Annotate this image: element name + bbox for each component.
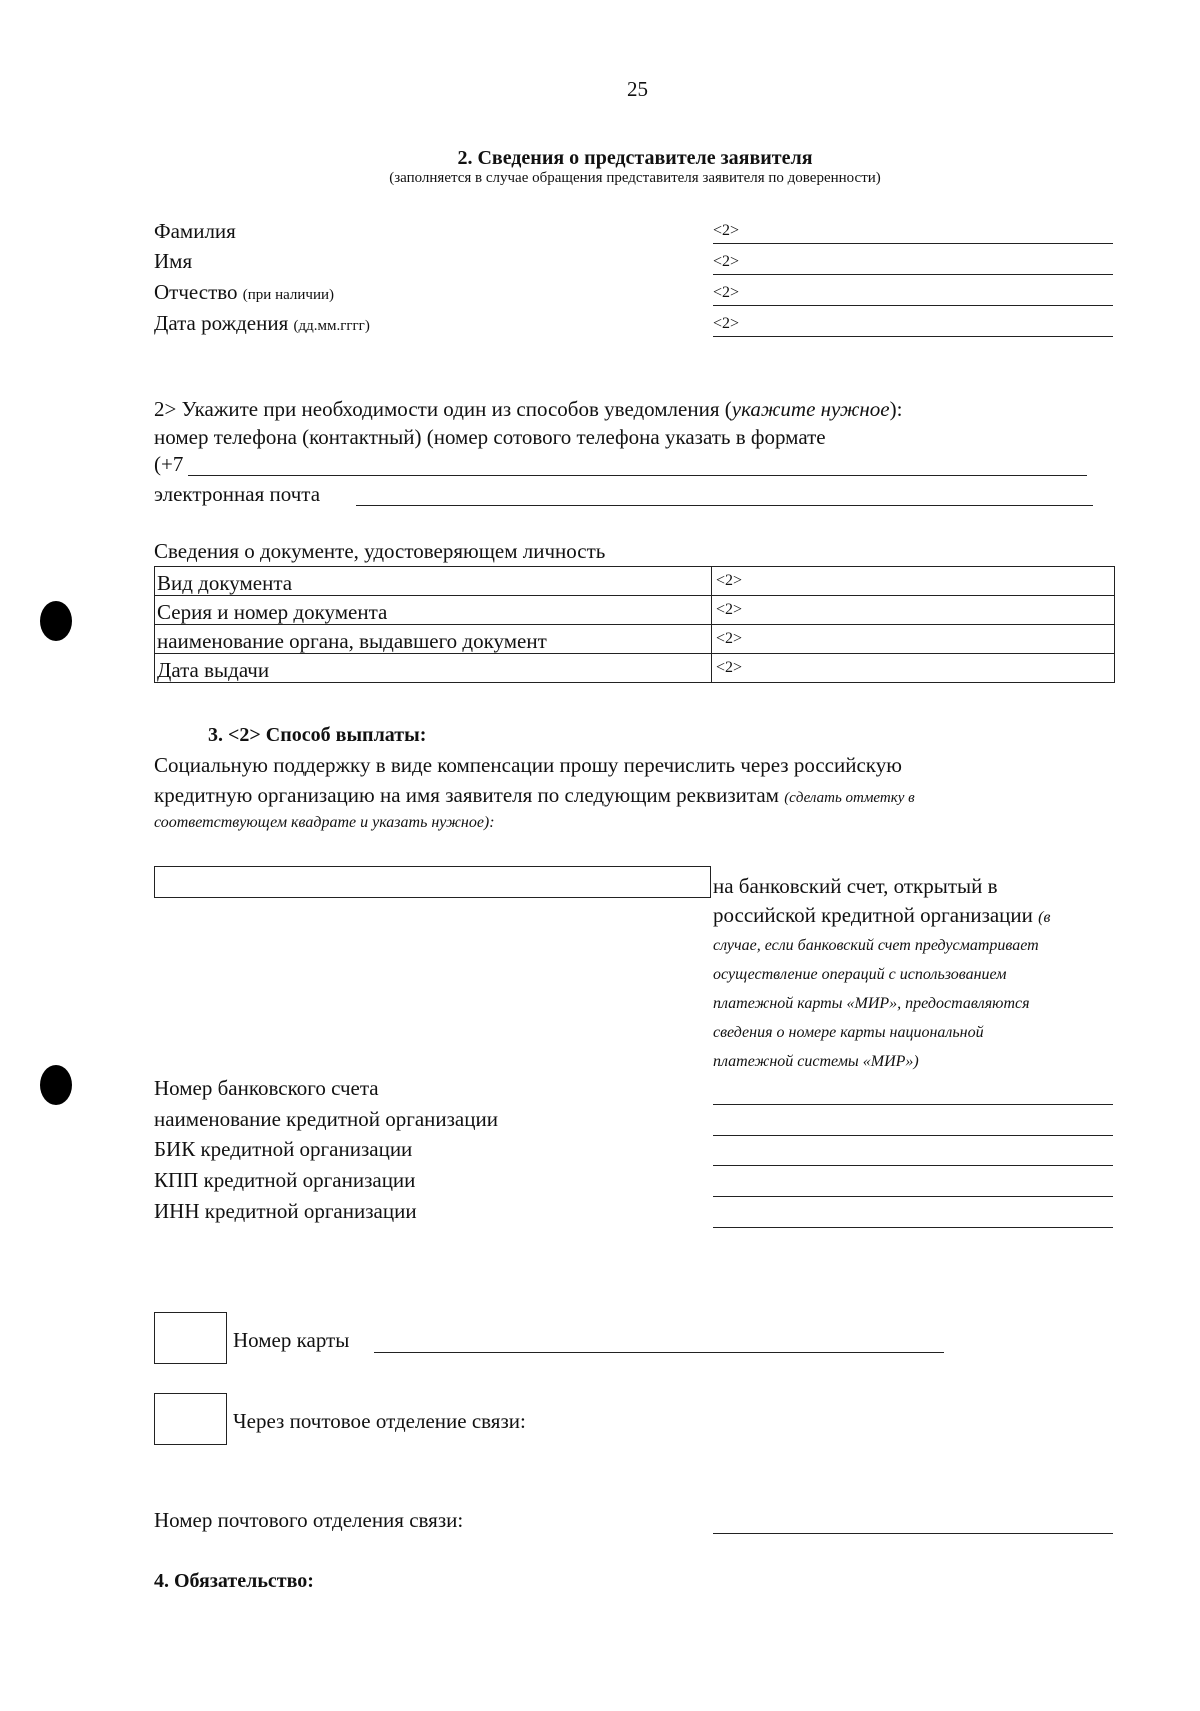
post-number-line[interactable] <box>713 1533 1113 1534</box>
field-value-birthdate: <2> <box>713 315 740 332</box>
bank-line-account-number[interactable] <box>713 1104 1113 1105</box>
page-number: 25 <box>627 77 648 101</box>
card-checkbox[interactable] <box>154 1312 227 1364</box>
field-label-name: Имя <box>154 249 193 273</box>
bank-note-line: сведения о номере карты национальной <box>713 1024 984 1041</box>
section2-subtitle: (заполняется в случае обращения представителя заявителя по доверенности) <box>389 170 881 186</box>
section3-intro-line1: Социальную поддержку в виде компенсации прошу перечислить через российскую <box>154 753 902 777</box>
post-office-checkbox[interactable] <box>154 1393 227 1445</box>
document-table <box>154 566 1115 683</box>
section3-intro-line2: кредитную организацию на имя заявителя по следующим реквизитам (сделать отметку в <box>154 783 915 807</box>
bank-note-line: платежной карты «МИР», предоставляются <box>713 995 1030 1012</box>
notification-instruction: 2> Укажите при необходимости один из способов уведомления (укажите нужное): <box>154 397 903 421</box>
doc-row-label: наименование органа, выдавшего документ <box>155 625 712 654</box>
doc-row-label: Серия и номер документа <box>155 596 712 625</box>
doc-row-label: Вид документа <box>155 567 712 596</box>
table-row <box>155 567 1115 596</box>
bank-account-checkbox[interactable] <box>154 866 711 898</box>
section2-title: 2. Сведения о представителе заявителя <box>457 147 813 169</box>
post-option-label: Через почтовое отделение связи: <box>233 1409 526 1433</box>
email-label: электронная почта <box>154 482 321 506</box>
bank-option-note <box>713 931 1039 1076</box>
phone-prefix: (+7 <box>154 452 184 476</box>
document-section-title: Сведения о документе, удостоверяющем личность <box>154 539 606 563</box>
section3-title: 3. <2> Способ выплаты: <box>208 724 427 746</box>
table-row <box>155 625 1115 654</box>
field-line-patronymic[interactable] <box>713 305 1113 306</box>
bank-line-bik[interactable] <box>713 1165 1113 1166</box>
card-label: Номер карты <box>233 1328 350 1352</box>
table-row <box>155 654 1115 683</box>
bank-field-inn: ИНН кредитной организации <box>154 1199 417 1223</box>
field-note-patronymic: (при наличии) <box>242 287 335 303</box>
field-note-birthdate: (дд.мм.гггг) <box>293 318 370 334</box>
field-label-patronymic: Отчество (при наличии) <box>154 280 335 304</box>
punch-hole-bottom <box>40 1065 72 1105</box>
punch-hole-top <box>40 601 72 641</box>
section4-title: 4. Обязательство: <box>154 1570 314 1592</box>
doc-row-value[interactable]: <2> <box>712 567 1115 596</box>
doc-row-label: Дата выдачи <box>155 654 712 683</box>
bank-line-bank-name[interactable] <box>713 1135 1113 1136</box>
field-line-name[interactable] <box>713 274 1113 275</box>
bank-option-line2: российской кредитной организации (в <box>713 903 1051 927</box>
field-line-birthdate[interactable] <box>713 336 1113 337</box>
field-label-birthdate: Дата рождения (дд.мм.гггг) <box>154 311 370 335</box>
bank-note-line: случае, если банковский счет предусматривает <box>713 937 1039 954</box>
field-value-surname: <2> <box>713 222 740 239</box>
field-value-patronymic: <2> <box>713 284 740 301</box>
field-line-surname[interactable] <box>713 243 1113 244</box>
phone-label: номер телефона (контактный) (номер сотового телефона указать в формате <box>154 425 826 449</box>
bank-field-kpp: КПП кредитной организации <box>154 1168 416 1192</box>
bank-field-account-number: Номер банковского счета <box>154 1076 379 1100</box>
bank-option-line1: на банковский счет, открытый в <box>713 874 998 898</box>
bank-note-line: осуществление операций с использованием <box>713 966 1007 983</box>
table-row <box>155 596 1115 625</box>
bank-line-inn[interactable] <box>713 1227 1113 1228</box>
bank-note-line: платежной системы «МИР») <box>713 1053 919 1070</box>
section3-intro-note: соответствующем квадрате и указать нужное): <box>154 814 495 831</box>
doc-row-value[interactable]: <2> <box>712 596 1115 625</box>
field-value-name: <2> <box>713 253 740 270</box>
phone-input-line[interactable] <box>188 475 1087 476</box>
bank-field-bik: БИК кредитной организации <box>154 1137 413 1161</box>
card-number-line[interactable] <box>374 1352 944 1353</box>
bank-line-kpp[interactable] <box>713 1196 1113 1197</box>
doc-row-value[interactable]: <2> <box>712 625 1115 654</box>
email-input-line[interactable] <box>356 505 1093 506</box>
post-number-label: Номер почтового отделения связи: <box>154 1508 464 1532</box>
bank-field-bank-name: наименование кредитной организации <box>154 1107 498 1131</box>
field-label-surname: Фамилия <box>154 219 236 243</box>
doc-row-value[interactable]: <2> <box>712 654 1115 683</box>
